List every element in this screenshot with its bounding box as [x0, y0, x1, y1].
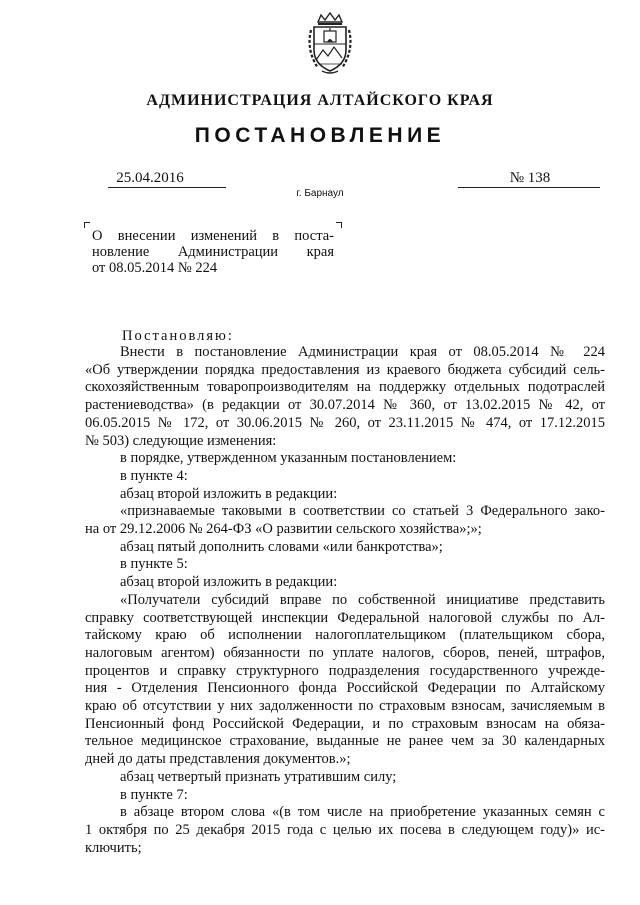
body-line: в пункте 4:: [120, 467, 188, 484]
document-type-title: ПОСТАНОВЛЕНИЕ: [194, 124, 446, 147]
body-line: в абзаце втором слова «(в том числе на приобретение указанных семян с: [120, 804, 605, 821]
body-line: «Об утверждении порядка предоставления из краевого бюджета субсидий сель-: [85, 361, 605, 378]
coat-of-arms-icon: [304, 12, 356, 76]
city-label: г. Барнаул: [296, 188, 344, 199]
body-line: растениеводства» (в редакции от 30.07.2014 № 360, от 13.02.2015 № 42, от: [85, 397, 605, 414]
body-line: абзац четвертый признать утратившим силу;: [120, 768, 397, 785]
document-body: [85, 344, 605, 857]
bracket-top-right: [336, 222, 342, 228]
body-line: 06.05.2015 № 172, от 30.06.2015 № 260, от 23.11.2015 № 474, от 17.12.2015: [85, 414, 605, 431]
document-subject: [92, 228, 334, 276]
body-line: тельное медицинское страхование, выданные не ранее чем за 30 календарных: [85, 733, 605, 750]
subject-line: новление Администрации края: [92, 244, 334, 260]
body-line: Внести в постановление Администрации края от 08.05.2014 № 224: [120, 344, 605, 360]
subject-line: от 08.05.2014 № 224: [92, 260, 218, 276]
organization-title: АДМИНИСТРАЦИЯ АЛТАЙСКОГО КРАЯ: [146, 92, 494, 109]
body-line: абзац второй изложить в редакции:: [120, 574, 338, 591]
body-line: в пункте 5:: [120, 556, 188, 573]
body-line: «признаваемые таковыми в соответствии со статьей 3 Федерального зако-: [120, 503, 605, 520]
body-line: справку соответствующей инспекции Федеральной налоговой службы по Ал-: [85, 609, 605, 626]
body-line: абзац пятый дополнить словами «или банкротства»;: [120, 538, 443, 555]
body-line: ния - Отделения Пенсионного фонда Российской Федерации по Алтайскому: [85, 680, 605, 697]
body-line: абзац второй изложить в редакции:: [120, 485, 338, 502]
body-line: «Получатели субсидий вправе по собственной инициативе представить: [120, 591, 605, 608]
body-line: № 503) следующие изменения:: [85, 432, 277, 449]
subject-line: О внесении изменений в поста-: [92, 228, 334, 244]
document-number: № 138: [509, 170, 551, 186]
decree-word: Постановляю:: [122, 328, 234, 344]
body-line: Пенсионный фонд Российской Федерации, и по страховым взносам на обяза-: [85, 715, 605, 732]
body-line: краю об отсутствии у них задолженности по страховым взносам, зачисляемым в: [85, 698, 605, 715]
body-line: 1 октября по 25 декабря 2015 года с целью их посева в следующем году)» ис-: [85, 821, 605, 838]
body-line: в порядке, утвержденном указанным постановлением:: [120, 450, 457, 467]
body-line: на от 29.12.2006 № 264-ФЗ «О развитии сельского хозяйства»;»;: [85, 521, 482, 538]
body-line: налоговым агентом) обязанности по уплате налогов, сборов, пеней, штрафов,: [85, 644, 605, 661]
body-line: процентов и справку структурного подразделения государственного учрежде-: [85, 662, 605, 679]
body-line: тайскому краю об исполнении налогоплательщиком (плательщиком сбора,: [85, 627, 605, 644]
body-line: дней до даты представления документов.»;: [85, 751, 351, 768]
body-line: скохозяйственным товаропроизводителям на поддержку отдельных подотраслей: [85, 379, 605, 396]
body-line: ключить;: [85, 839, 142, 856]
body-line: в пункте 7:: [120, 786, 188, 803]
document-date: 25.04.2016: [116, 170, 184, 186]
bracket-top-left: [84, 222, 90, 228]
